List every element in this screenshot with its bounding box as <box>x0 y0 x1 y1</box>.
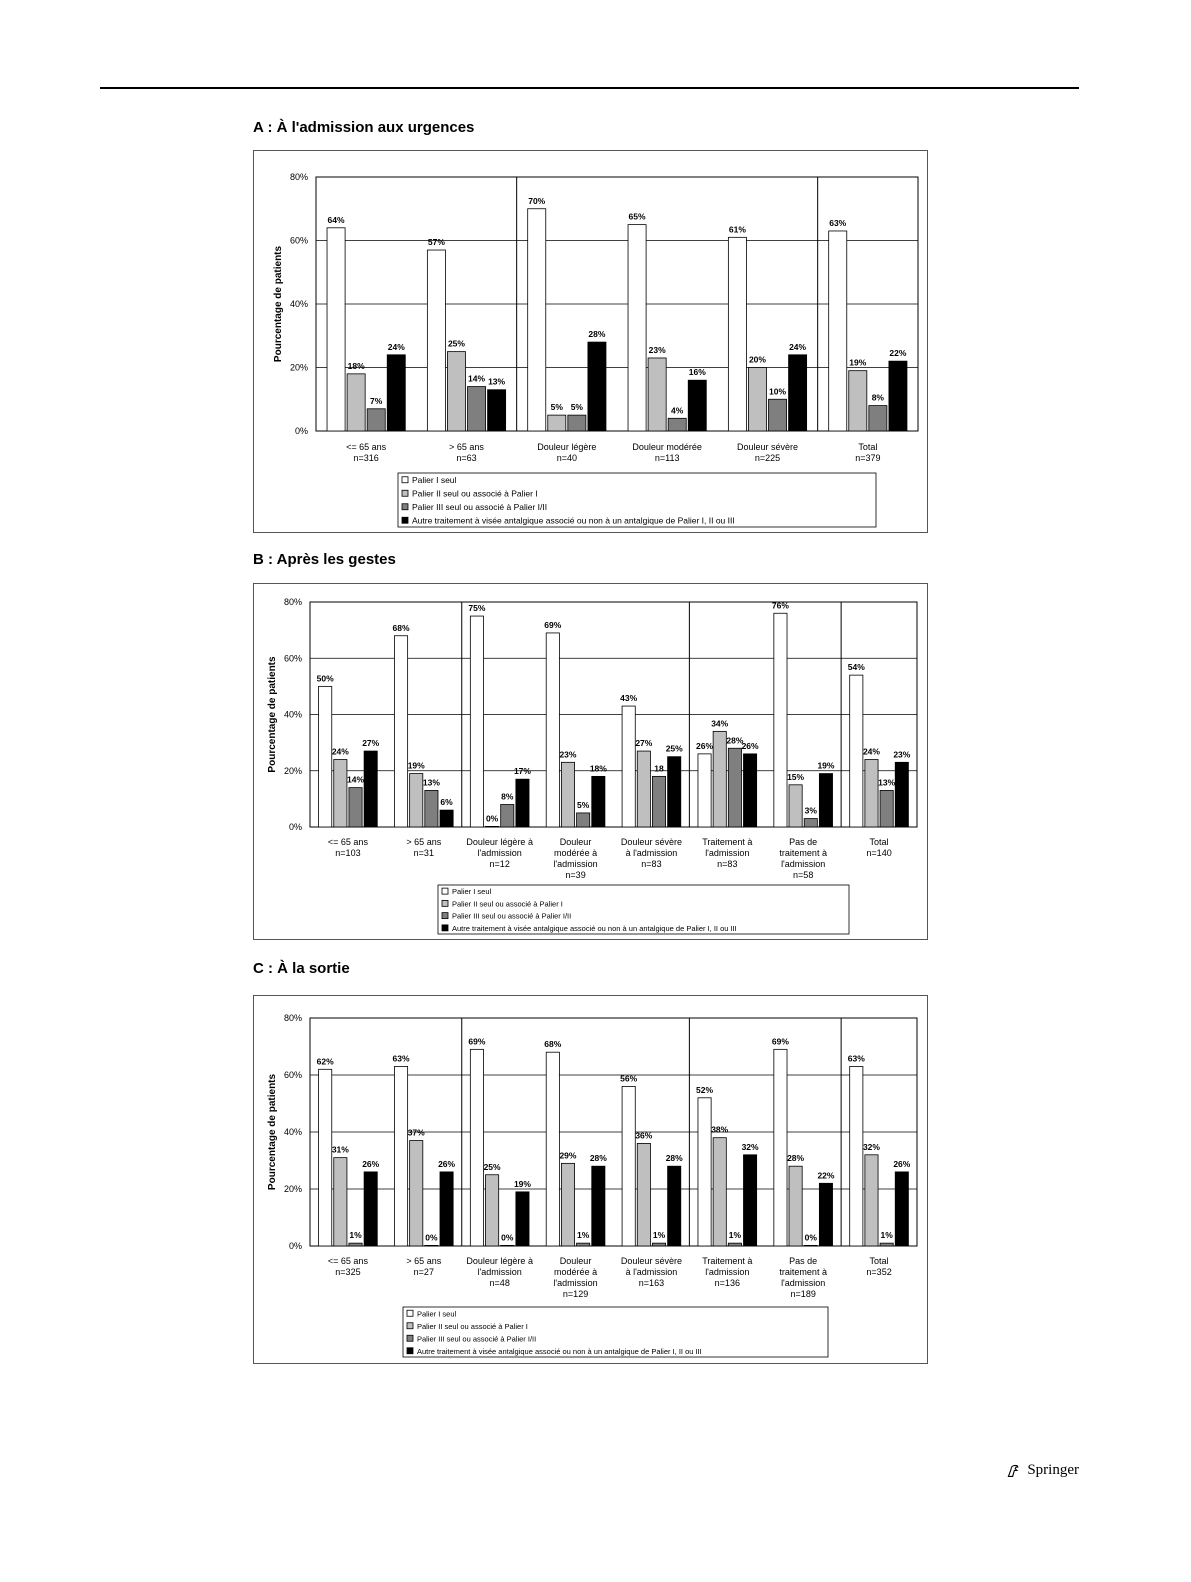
bar-autre <box>364 1172 377 1246</box>
x-category-label: n=225 <box>754 453 781 463</box>
x-category-label: n=129 <box>562 1289 589 1299</box>
x-category-label: n=140 <box>866 848 892 858</box>
y-tick-label: 80% <box>289 172 308 182</box>
bar-value-label: 56% <box>620 1073 638 1084</box>
x-category-label: <= 65 ans <box>327 1256 368 1266</box>
bar-value-label: 62% <box>316 1056 334 1067</box>
y-tick-label: 20% <box>283 1184 302 1194</box>
springer-horse-icon <box>1005 1462 1022 1479</box>
bar-palier3 <box>468 387 486 431</box>
y-tick-label: 80% <box>283 1013 302 1023</box>
bar-value-label: 5% <box>550 402 563 413</box>
x-category-label: l'admission <box>477 848 522 858</box>
bar-value-label: 13% <box>878 777 896 788</box>
bar-palier2 <box>410 1141 423 1246</box>
bar-autre <box>588 342 606 431</box>
x-category-label: Total <box>869 837 889 847</box>
bar-value-label: 1% <box>880 1230 893 1241</box>
bar-value-label: 27% <box>635 738 653 749</box>
bar-palier1 <box>774 613 787 827</box>
legend-label: Palier III seul ou associé à Palier I/II <box>452 911 572 921</box>
bar-palier3 <box>425 1245 438 1246</box>
legend-label: Palier II seul ou associé à Palier I <box>452 899 563 909</box>
x-category-label: n=12 <box>489 859 510 869</box>
bar-value-label: 17% <box>513 766 531 777</box>
x-category-label: l'admission <box>781 859 826 869</box>
x-category-label: Douleur légère à <box>466 837 533 847</box>
bar-autre <box>364 751 377 827</box>
x-category-label: Douleur sévère <box>620 837 682 847</box>
panel-title-c: C : À la sortie <box>253 960 350 977</box>
x-category-label: n=163 <box>638 1278 665 1288</box>
bar-value-label: 68% <box>544 1039 562 1050</box>
y-axis-label: Pourcentage de patients <box>273 245 284 363</box>
bar-autre <box>668 757 681 827</box>
bar-value-label: 4% <box>671 405 684 416</box>
y-tick-label: 80% <box>283 597 302 607</box>
bar-palier1 <box>829 231 847 431</box>
bar-value-label: 24% <box>789 341 807 352</box>
bar-value-label: 6% <box>440 797 453 808</box>
bar-autre <box>440 1172 453 1246</box>
x-category-label: traitement à <box>779 848 827 858</box>
bar-value-label: 75% <box>468 603 486 614</box>
bar-value-label: 24% <box>331 746 349 757</box>
legend-label: Palier II seul ou associé à Palier I <box>417 1321 528 1331</box>
x-category-label: n=27 <box>413 1267 434 1277</box>
bar-palier2 <box>486 826 499 827</box>
x-category-label: Total <box>858 442 878 452</box>
bar-value-label: 25% <box>483 1161 501 1172</box>
x-category-label: l'admission <box>705 848 750 858</box>
y-tick-label: 0% <box>294 426 308 436</box>
bar-value-label: 34% <box>711 718 729 729</box>
bar-value-label: 19% <box>817 760 835 771</box>
y-tick-label: 40% <box>283 1127 302 1137</box>
bar-palier3 <box>728 1243 741 1246</box>
bar-value-label: 0% <box>425 1232 438 1243</box>
bar-autre <box>743 754 756 827</box>
bar-palier1 <box>850 675 863 827</box>
bar-palier1 <box>728 237 746 431</box>
bar-value-label: 50% <box>316 673 334 684</box>
bar-autre <box>440 810 453 827</box>
bar-value-label: 26% <box>362 1158 380 1169</box>
legend-swatch-palier1 <box>442 888 448 894</box>
legend-label: Palier III seul ou associé à Palier I/II <box>412 501 548 512</box>
x-category-label: n=113 <box>654 453 680 463</box>
chart-c-sortie <box>253 995 928 1364</box>
bar-palier1 <box>774 1049 787 1246</box>
bar-value-label: 22% <box>889 348 907 359</box>
bar-value-label: 25% <box>665 743 683 754</box>
x-category-label: modérée à <box>554 1267 598 1277</box>
publisher-name: Springer <box>1027 1462 1079 1478</box>
legend-swatch-palier2 <box>442 900 448 906</box>
bar-palier3 <box>349 1243 362 1246</box>
bar-palier3 <box>728 748 741 827</box>
bar-palier3 <box>425 790 438 827</box>
bar-palier2 <box>849 371 867 431</box>
x-category-label: n=325 <box>335 1267 361 1277</box>
bar-palier1 <box>528 209 546 431</box>
bar-palier1 <box>698 1098 711 1246</box>
bar-palier3 <box>804 819 817 827</box>
bar-value-label: 23% <box>648 344 666 355</box>
bar-value-label: 32% <box>862 1141 880 1152</box>
bar-value-label: 63% <box>392 1053 410 1064</box>
legend-swatch-palier1 <box>402 477 408 483</box>
bar-autre <box>889 361 907 431</box>
bar-autre <box>743 1155 756 1246</box>
bar-palier3 <box>880 790 893 827</box>
bar-palier1 <box>698 754 711 827</box>
bar-palier2 <box>748 368 766 432</box>
bar-value-label: 16% <box>688 367 706 378</box>
bar-value-label: 69% <box>544 619 562 630</box>
bar-palier1 <box>628 225 646 431</box>
x-category-label: modérée à <box>554 848 598 858</box>
bar-palier3 <box>501 1245 514 1246</box>
bar-value-label: 24% <box>387 341 405 352</box>
bar-value-label: 0% <box>501 1232 514 1243</box>
bar-palier2 <box>410 774 423 827</box>
y-axis-label: Pourcentage de patients <box>267 1073 278 1191</box>
bar-palier1 <box>319 686 332 827</box>
bar-palier2 <box>347 374 365 431</box>
bar-value-label: 13% <box>488 376 506 387</box>
bar-palier2 <box>548 415 566 431</box>
y-tick-label: 20% <box>289 362 308 373</box>
bar-value-label: 28% <box>726 735 744 746</box>
bar-value-label: 19% <box>513 1178 531 1189</box>
bar-value-label: 3% <box>804 805 817 816</box>
bar-value-label: 14% <box>347 774 365 785</box>
legend-swatch-palier3 <box>442 913 448 919</box>
bar-palier3 <box>577 813 590 827</box>
bar-palier3 <box>804 1245 817 1246</box>
x-category-label: n=379 <box>855 453 881 463</box>
bar-palier1 <box>622 1086 635 1246</box>
y-tick-label: 20% <box>283 765 302 776</box>
bar-value-label: 14% <box>468 373 486 384</box>
x-category-label: Traitement à <box>702 1256 753 1266</box>
x-category-label: n=40 <box>556 453 577 463</box>
x-category-label: n=63 <box>456 453 477 463</box>
bar-palier3 <box>568 415 586 431</box>
bar-value-label: 28% <box>588 329 606 340</box>
bar-value-label: 63% <box>847 1053 865 1064</box>
bar-palier2 <box>865 760 878 828</box>
bar-value-label: 5% <box>570 402 584 413</box>
chart-b-apres-gestes <box>253 583 928 940</box>
legend-label: Palier I seul <box>412 474 457 485</box>
bar-palier2 <box>334 760 347 828</box>
legend-swatch-palier1 <box>407 1310 413 1316</box>
bar-value-label: 69% <box>468 1036 486 1047</box>
bar-palier3 <box>652 1243 665 1246</box>
bar-value-label: 20% <box>748 354 766 365</box>
x-category-label: Douleur modérée <box>632 442 702 452</box>
x-category-label: n=189 <box>790 1289 816 1299</box>
bar-value-label: 26% <box>741 740 759 751</box>
x-category-label: n=352 <box>866 1267 892 1277</box>
x-category-label: > 65 ans <box>406 1256 442 1266</box>
chart-a-admission <box>253 150 928 533</box>
legend-swatch-palier2 <box>407 1323 413 1329</box>
bar-palier2 <box>447 352 465 431</box>
bar-palier3 <box>652 776 665 827</box>
bar-palier1 <box>427 250 445 431</box>
bar-value-label: 43% <box>620 693 638 704</box>
x-category-label: traitement à <box>779 1267 827 1277</box>
bar-autre <box>895 762 908 827</box>
bar-value-label: 0% <box>804 1232 817 1243</box>
bar-value-label: 5% <box>577 799 590 810</box>
bar-value-label: 54% <box>847 662 865 673</box>
bar-value-label: 32% <box>741 1141 759 1152</box>
bar-value-label: 8% <box>501 791 514 802</box>
bar-value-label: 10% <box>769 386 787 397</box>
bar-value-label: 8% <box>871 392 885 403</box>
legend-label: Palier III seul ou associé à Palier I/II <box>417 1334 537 1344</box>
x-category-label: l'admission <box>553 1278 598 1288</box>
bar-value-label: 76% <box>771 600 789 611</box>
x-category-label: Pas de <box>789 1256 818 1266</box>
bar-value-label: 63% <box>829 217 847 228</box>
x-category-label: Douleur sévère <box>736 442 799 452</box>
legend-swatch-autre <box>442 925 448 931</box>
bar-palier1 <box>470 616 483 827</box>
x-category-label: à l'admission <box>625 848 678 858</box>
bar-value-label: 18 <box>654 763 664 774</box>
bar-value-label: 25% <box>447 338 465 349</box>
bar-palier3 <box>668 418 686 431</box>
y-tick-label: 60% <box>289 235 308 246</box>
legend-label: Autre traitement à visée antalgique associé ou non à un antalgique de Palier I, II ou III <box>452 923 737 933</box>
x-category-label: l'admission <box>781 1278 826 1288</box>
bar-palier3 <box>869 406 887 431</box>
bar-value-label: 36% <box>635 1130 653 1141</box>
bar-autre <box>592 1166 605 1246</box>
bar-palier1 <box>327 228 345 431</box>
bar-value-label: 26% <box>438 1158 456 1169</box>
bar-palier3 <box>349 788 362 827</box>
legend-swatch-palier2 <box>402 490 408 496</box>
x-category-label: Douleur légère <box>537 442 597 452</box>
y-tick-label: 60% <box>283 653 302 664</box>
bar-autre <box>688 380 706 431</box>
bar-value-label: 28% <box>589 1153 607 1164</box>
bar-value-label: 61% <box>728 224 746 235</box>
y-tick-label: 40% <box>283 709 302 720</box>
x-category-label: n=39 <box>565 870 586 880</box>
x-category-label: l'admission <box>477 1267 522 1277</box>
bar-value-label: 37% <box>407 1127 425 1138</box>
bar-palier3 <box>501 805 514 828</box>
x-category-label: n=31 <box>413 848 434 858</box>
header-rule <box>100 87 1079 89</box>
bar-palier1 <box>470 1049 483 1246</box>
x-category-label: > 65 ans <box>449 442 484 452</box>
bar-palier2 <box>637 751 650 827</box>
bar-palier2 <box>789 1166 802 1246</box>
bar-palier3 <box>880 1243 893 1246</box>
bar-value-label: 19% <box>849 357 867 368</box>
bar-autre <box>488 390 506 431</box>
bar-palier1 <box>394 1066 407 1246</box>
bar-value-label: 1% <box>349 1230 362 1241</box>
y-tick-label: 40% <box>289 299 308 309</box>
y-tick-label: 0% <box>288 822 302 832</box>
x-category-label: n=48 <box>489 1278 510 1288</box>
bar-value-label: 69% <box>771 1036 789 1047</box>
x-category-label: Douleur légère à <box>466 1256 533 1266</box>
x-category-label: l'admission <box>553 859 598 869</box>
x-category-label: l'admission <box>705 1267 750 1277</box>
bar-value-label: 1% <box>728 1230 742 1241</box>
bar-value-label: 38% <box>711 1124 729 1135</box>
legend-swatch-palier3 <box>407 1335 413 1341</box>
bar-palier2 <box>561 762 574 827</box>
bar-palier3 <box>769 399 787 431</box>
bar-autre <box>516 1192 529 1246</box>
panel-title-b: B : Après les gestes <box>253 551 396 568</box>
panel-title-a: A : À l'admission aux urgences <box>253 119 475 136</box>
x-category-label: n=83 <box>717 859 738 869</box>
x-category-label: Douleur sévère <box>620 1256 682 1266</box>
bar-autre <box>516 779 529 827</box>
bar-value-label: 24% <box>862 746 880 757</box>
x-category-label: à l'admission <box>625 1267 678 1277</box>
bar-autre <box>819 1183 832 1246</box>
bar-value-label: 31% <box>331 1144 349 1155</box>
bar-value-label: 1% <box>652 1230 666 1241</box>
bar-value-label: 65% <box>628 211 646 222</box>
legend-swatch-palier3 <box>402 504 408 510</box>
bar-value-label: 64% <box>327 214 345 225</box>
bar-palier2 <box>561 1163 574 1246</box>
bar-value-label: 68% <box>392 622 410 633</box>
bar-value-label: 18% <box>347 360 365 371</box>
x-category-label: Pas de <box>789 837 818 847</box>
legend-label: Autre traitement à visée antalgique associé ou non à un antalgique de Palier I, II ou III <box>417 1346 702 1356</box>
y-axis-label: Pourcentage de patients <box>267 656 278 773</box>
bar-palier1 <box>546 1052 559 1246</box>
x-category-label: n=83 <box>641 859 662 869</box>
legend-label: Autre traitement à visée antalgique associé ou non à un antalgique de Palier I, II ou III <box>412 515 735 526</box>
bar-value-label: 27% <box>362 738 380 749</box>
bar-palier2 <box>648 358 666 431</box>
bar-palier3 <box>367 409 385 431</box>
bar-value-label: 28% <box>665 1153 683 1164</box>
bar-palier2 <box>789 785 802 827</box>
bar-value-label: 23% <box>559 749 577 760</box>
bar-palier1 <box>622 706 635 827</box>
bar-palier2 <box>486 1175 499 1246</box>
bar-value-label: 0% <box>485 813 499 824</box>
x-category-label: n=316 <box>353 453 379 463</box>
bar-value-label: 26% <box>696 740 714 751</box>
bar-palier2 <box>713 1138 726 1246</box>
bar-value-label: 23% <box>893 749 911 760</box>
legend-label: Palier II seul ou associé à Palier I <box>412 488 538 499</box>
bar-autre <box>789 355 807 431</box>
legend-swatch-autre <box>407 1348 413 1354</box>
bar-palier1 <box>850 1066 863 1246</box>
bar-value-label: 70% <box>528 195 546 206</box>
x-category-label: Total <box>869 1256 889 1266</box>
bar-palier2 <box>865 1155 878 1246</box>
bar-value-label: 15% <box>787 771 805 782</box>
bar-palier1 <box>546 633 559 827</box>
bar-autre <box>387 355 405 431</box>
bar-palier3 <box>577 1243 590 1246</box>
bar-palier1 <box>319 1069 332 1246</box>
bar-autre <box>668 1166 681 1246</box>
x-category-label: > 65 ans <box>406 837 442 847</box>
bar-value-label: 26% <box>893 1158 911 1169</box>
x-category-label: <= 65 ans <box>346 442 387 452</box>
bar-palier2 <box>334 1158 347 1246</box>
bar-value-label: 18% <box>589 763 607 774</box>
legend-swatch-autre <box>402 517 408 523</box>
y-tick-label: 60% <box>283 1070 302 1080</box>
bar-value-label: 57% <box>427 237 445 248</box>
legend-label: Palier I seul <box>452 887 492 897</box>
bar-palier2 <box>713 731 726 827</box>
x-category-label: Douleur <box>559 1256 592 1266</box>
bar-value-label: 19% <box>407 760 425 771</box>
bar-autre <box>819 774 832 827</box>
bar-autre <box>592 776 605 827</box>
bar-palier2 <box>637 1143 650 1246</box>
x-category-label: n=103 <box>335 848 361 858</box>
bar-value-label: 22% <box>817 1170 835 1181</box>
x-category-label: n=136 <box>714 1278 740 1288</box>
y-tick-label: 0% <box>288 1241 302 1251</box>
bar-value-label: 13% <box>422 777 440 788</box>
x-category-label: <= 65 ans <box>327 837 368 847</box>
bar-value-label: 29% <box>559 1150 577 1161</box>
bar-value-label: 1% <box>577 1230 590 1241</box>
x-category-label: Douleur <box>559 837 592 847</box>
bar-palier1 <box>394 636 407 827</box>
bar-value-label: 28% <box>787 1153 805 1164</box>
bar-value-label: 7% <box>370 395 383 406</box>
publisher-brand <box>1005 1462 1079 1479</box>
bar-autre <box>895 1172 908 1246</box>
legend-label: Palier I seul <box>417 1309 457 1319</box>
x-category-label: n=58 <box>793 870 814 880</box>
x-category-label: Traitement à <box>702 837 753 847</box>
bar-value-label: 52% <box>696 1084 714 1095</box>
